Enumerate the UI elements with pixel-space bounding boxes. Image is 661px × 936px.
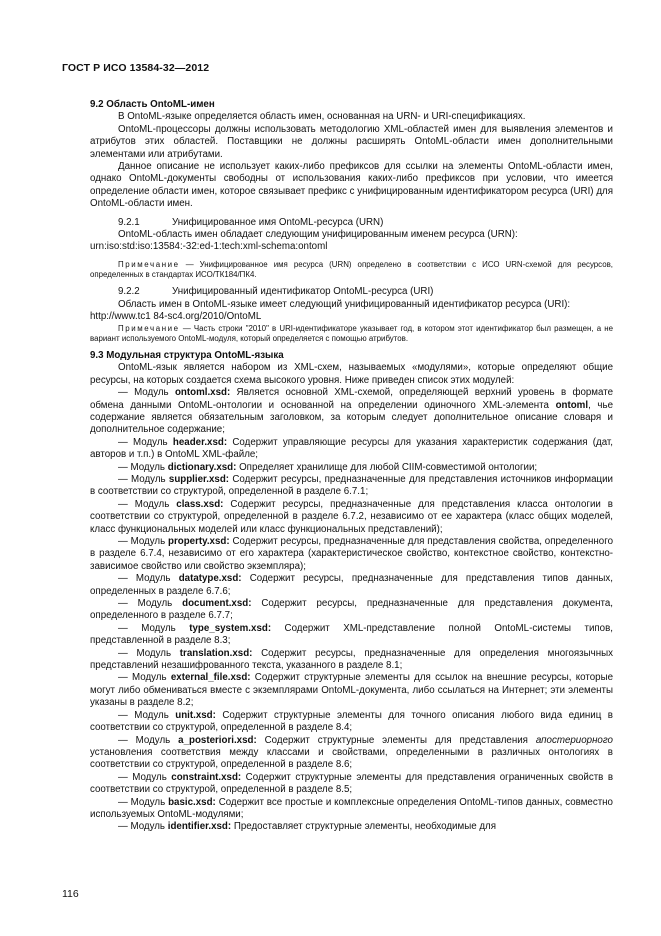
module-item-rest: Содержит ресурсы, предназначенные для определения многоязычных представлений незашифрованного текста, указанного в разделе 8.1; [90,647,613,672]
module-item-rest: Содержит ресурсы, предназначенные для представления класса онтологии в соответствии со структурой, определенной в разделе 6.7.2, независимо от ее характера (класс общих моделей, класс функциональных моделей или класс функциональных представлений); [90,498,613,535]
page-content [90,99,613,834]
note-label: Примечание [118,259,180,269]
module-list-item [90,772,613,797]
module-item-prefix: — Модуль [118,821,168,833]
module-item-rest: Содержит структурные элементы для ссылок на внешние ресурсы, которые могут либо обмениваться вместе с экземплярами OntoML-документа, либо ссылаться на Интернет; эти элементы указаны в разделе 8.2; [90,672,614,709]
module-item-rest: Определяет хранилище для любой CIIM-совместимой онтологии; [236,461,538,473]
paragraph: В OntoML-языке определяется область имен, основанная на URN- и URI-спецификациях. [118,111,526,123]
module-item-rest: Содержит структурные элементы для представления [256,734,536,746]
subsection-title: Унифицированное имя OntoML-ресурса (URN) [172,216,384,228]
page-number: 116 [62,888,79,900]
module-item-prefix: — Модуль [118,436,173,448]
module-list-item [90,387,613,437]
module-item-prefix: — Модуль [118,473,169,485]
module-item-bold: ontoml [555,399,589,411]
module-item-prefix: — Модуль [118,771,172,783]
module-item-name: translation.xsd: [179,647,253,659]
module-list-item [90,474,613,499]
module-item-prefix: — Модуль [118,734,179,746]
module-item-prefix: — Модуль [118,498,177,510]
module-item-name: unit.xsd: [175,709,216,721]
module-item-name: basic.xsd: [168,796,216,808]
module-item-name: constraint.xsd: [171,771,242,783]
module-item-ital: апостериорного [535,734,613,746]
module-list-item [90,536,613,573]
document-header: ГОСТ Р ИСО 13584-32—2012 [62,62,210,74]
module-list-item [90,499,613,536]
module-list-item [90,710,613,735]
module-list-item [90,648,613,673]
module-item-name: a_posteriori.xsd: [178,734,257,746]
note-label: Примечание [118,323,180,333]
module-item-rest: Является основной XML-схемой, определяющей верхний уровень в формате обмена данными OntoML-онтологии и основанной на определении одиночного XML-элемента [90,387,613,411]
uri-value: http://www.tc1 84-sc4.org/2010/OntoML [90,311,262,323]
module-item-prefix: — Модуль [118,536,169,547]
module-item-prefix: — Модуль [118,598,183,610]
module-item-name: class.xsd: [176,498,224,510]
paragraph: Область имен в OntoML-языке имеет следующий унифицированный идентификатор ресурса (URI): [118,298,571,310]
module-item-prefix: — Модуль [118,622,190,634]
module-item-prefix: — Модуль [118,647,180,659]
paragraph: OntoML-процессоры должны использовать методологию XML-областей имен для выявления элементов и атрибутов этих областей. Поставщики не должны расширять OntoML-области имен дополнительными элементами или атрибутами. [90,123,613,160]
paragraph: OntoML-область имен обладает следующим унифицированным именем ресурса (URN): [118,229,518,241]
module-item-name: identifier.xsd: [167,821,232,833]
module-item-prefix: — Модуль [118,709,176,721]
module-item-rest: Содержит ресурсы, предназначенные для представления документа, определенного в разделе 6.7.7; [90,598,613,622]
paragraph: Данное описание не использует каких-либо префиксов для ссылки на элементы OntoML-области имен, однако OntoML-документы свободны от использования каких-либо префиксов при условии, что имеется определение области имен, которое связывает префикс с унифицированным идентификатором ресурса (URI) для OntoML-области имен. [90,161,613,210]
note-text: — Унифицированное имя ресурса (URN) определено в соответствии с ИСО URN-схемой для ресурсов, определенных в стандартах ИСО/ТК184/ПК4. [90,259,613,280]
module-item-name: property.xsd: [168,536,230,547]
module-item-rest: Содержит управляющие ресурсы для указания характеристик содержания (дат, авторов и т.п.) в OntoML XML-файле; [90,436,613,461]
module-list-item [90,735,613,772]
subsection-number: 9.2.1 [118,216,140,228]
module-item-rest: Содержит ресурсы, предназначенные для представления типов данных, определенных в разделе 6.7.6; [90,573,613,597]
section-heading-9-3: 9.3 Модульная структура OntoML-языка [90,349,284,361]
note-text: — Часть строки "2010" в URI-идентификаторе указывает год, в котором этот идентификатор был размещен, а не вариант используемого OntoML-модуля, который определяется с помощью атрибутов. [90,323,613,343]
module-item-prefix: — Модуль [118,672,171,684]
module-item-name: datatype.xsd: [178,573,242,585]
module-item-rest: установления соответствия между классами и свойствами, определенными в различных онтологиях в соответствии со структурой, определенной в разделе 8.6; [90,746,613,771]
module-list-item [90,437,613,462]
module-item-name: ontoml.xsd: [174,387,231,399]
module-item-name: external_file.xsd: [170,672,251,684]
module-item-name: document.xsd: [182,598,252,610]
module-list-item [90,672,613,709]
section-heading-9-2: 9.2 Область OntoML-имен [90,99,215,110]
module-list-item [90,821,613,833]
module-list [90,387,613,834]
module-item-rest: Содержит ресурсы, предназначенные для представления источников информации в соответствии со структурой, определенной в разделе 6.7.1; [90,473,613,498]
module-list-item [90,797,613,822]
module-item-rest: Содержит структурные элементы для точного описания любого вида единиц в соответствии со структурой, определенной в разделе 8.4; [90,709,613,734]
module-item-prefix: — Модуль [118,387,175,399]
module-item-name: type_system.xsd: [189,622,272,634]
module-item-rest: Содержит XML-представление полной OntoML-системы типов, представленной в разделе 8.3; [90,622,613,647]
note [90,324,613,344]
module-list-item [90,623,613,648]
module-item-name: supplier.xsd: [168,473,230,485]
module-item-rest: Предоставляет структурные элементы, необходимые для [231,821,496,833]
module-item-prefix: — Модуль [118,461,168,473]
module-item-prefix: — Модуль [118,573,179,585]
subsection-heading-9-2-1 [90,217,613,229]
module-item-rest: Содержит ресурсы, предназначенные для представления свойства, определенного в разделе 6.7.4, независимо от его характера (характеристическое свойство, контекстное свойство, контекстно-зависимое свойство или свойство экземпляра); [90,536,613,572]
module-list-item [90,573,613,598]
paragraph: OntoML-язык является набором из XML-схем, называемых «модулями», которые определяют общие ресурсы, на которых создается схема высокого уровня. Ниже приведен список этих модулей: [90,362,613,386]
module-list-item [90,462,613,474]
subsection-title: Унифицированный идентификатор OntoML-ресурса (URI) [172,286,434,298]
urn-value: urn:iso:std:iso:13584:-32:ed-1:tech:xml-schema:ontoml [90,241,328,253]
module-item-name: dictionary.xsd: [167,461,237,473]
module-item-rest: , чье содержание является обязательным заголовком, за которым следует дополнительное описание словаря и дополнительное содержание; [90,399,613,436]
subsection-heading-9-2-2 [90,286,613,298]
module-list-item [90,598,613,623]
module-item-name: header.xsd: [172,436,228,448]
module-item-rest: Содержит структурные элементы для представления ограниченных свойств в соответствии со структурой, определенной в разделе 8.5; [90,771,613,796]
subsection-number: 9.2.2 [118,286,140,298]
module-item-prefix: — Модуль [118,796,169,808]
module-item-rest: Содержит все простые и комплексные определения OntoML-типов данных, совместно используемых OntoML-модулями; [90,796,613,820]
note [90,260,613,280]
